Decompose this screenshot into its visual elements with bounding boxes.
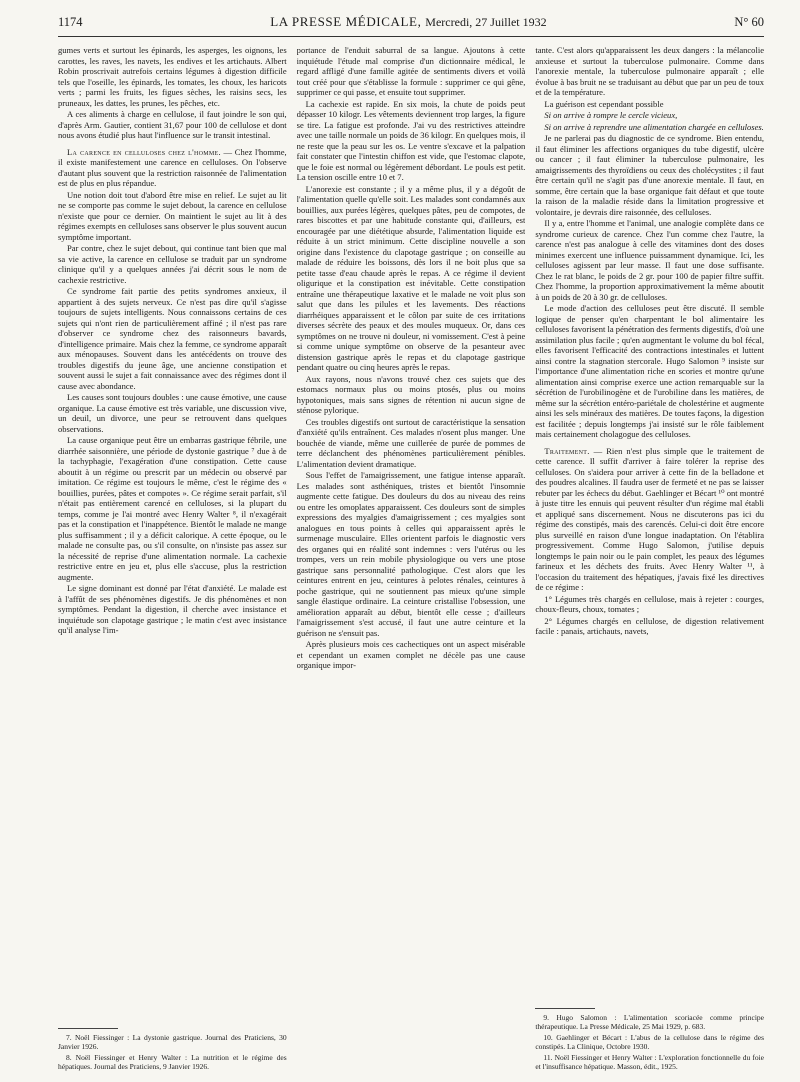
paragraph: Ce syndrome fait partie des petits syndromes anxieux, il appartient à des sujets nerveux. Ce n'est pas dire qu'il s'agisse toujours de sujets intelligents. Nous connaissons certains de ces sujets qui n'ont rien de particulièrement affiné ; il n'est pas rare d'observer ce syndrome chez des raisonneurs bavards, d'intelligence primaire. Mais chez la femme, ce syndrome apparaît aux ménopauses. Souvent dans les antécédents on trouve des troubles digestifs du jeune âge, une ancienne constipation et souvent aussi le sujet a fait connaissance avec des régimes dont il cause avec abondance. [58,286,287,391]
section-heading: La carence en celluloses chez l'homme. [67,146,221,157]
paragraph: A ces aliments à charge en cellulose, il faut joindre le son qui, d'après Arm. Gautier, contient 31,67 pour 100 de cellulose et dont nous avons étudié plus haut l'influence sur le transit intestinal. [58,109,287,140]
paragraph: Le signe dominant est donné par l'état d'anxiété. Le malade est à l'affût de ses phénomènes digestifs. Je dis phénomènes et non symptômes. Pendant la digestion, il cherche avec insistance et inquiétude son clapotage gastrique ; le matin c'est avec insistance qu'il analyse l'im- [58,583,287,635]
paragraph: Le mode d'action des celluloses peut être discuté. Il semble logique de penser qu'en charpentant le bol alimentaire les celluloses favorisent la pénétration des ferments digestifs, d'où une assimilation plus facile ; qu'en augmentant le volume du bol fécal, elles favorisent l'efficacité des contractions intestinales et luttent ainsi contre la stagnation stercorale. Hugo Salomon ⁹ insiste sur l'importance d'une alimentation riche en scories et montre qu'une alimentation ainsi comprise exerce une action remarquable sur la sécrétion de l'urobilinogène et de l'urobiline dans les matières, de même sur la sécrétion entéro-pariétale de cholestérine et augmente ainsi les sels minéraux des matières. De toutes façons, la digestion est facilitée ; depuis longtemps j'ai insisté sur le rôle faiblement mais certainement cholagogue des celluloses. [535,303,765,439]
column-1-text [58,45,287,637]
column-2 [297,45,526,1073]
column-3 [535,45,764,1073]
footnotes [535,1002,764,1073]
column-1 [58,45,287,1073]
footnote-rule [535,1008,595,1009]
footnote: 10. Gaehlinger et Bécart : L'abus de la cellulose dans le régime des constipés. La Clinique, Octobre 1930. [535,1033,765,1051]
paragraph: tante. C'est alors qu'apparaissent les deux dangers : la mélancolie anxieuse et surtout la tuberculose pulmonaire. Comme dans l'anorexie mentale, la tuberculose pulmonaire apparaît ; elle évolue à bas bruit ne se traduisant au début que par un peu de toux et de la température. [535,45,765,97]
footnote: 8. Noël Fiessinger et Henry Walter : La nutrition et le régime des hépatiques. Journal des Praticiens, 9 Janvier 1926. [58,1053,287,1071]
column-3-text [535,45,764,638]
paragraph: Aux rayons, nous n'avons trouvé chez ces sujets que des estomacs normaux plus ou moins ptosés, plus ou moins hypotoniques, mais sans signes de rétention ni aucun signe de sténose pylorique. [296,373,526,415]
paragraph: La cachexie est rapide. En six mois, la chute de poids peut dépasser 10 kilogr. Les vêtements deviennent trop larges, la figure se tire. La fatigue est profonde. J'ai vu des restrictives atteindre avec une taille normale un poids de 36 kilogr. En quelques mois, il ne reste que la peau sur les os. Le ventre s'excave et la palpation fait constater que l'intestin chiffon est vide, que l'estomac clapote, que le foie est normal ou légèrement débordant. Le pouls est petit. La tension oscille entre 10 et 7. [296,98,526,182]
paragraph: La cause organique peut être un embarras gastrique fébrile, une diarrhée saisonnière, une période de dystonie gastrique ⁷ due à de la tachyphagie, l'exagération d'une constipation. Cette cause aboutit à un régime ou prescrit par un médecin ou observé par imitation. Ce régime est toujours le même, c'est le régime des « bouillies, purées, pâtes et compotes ». Ce régime serait parfait, s'il n'était pas entièrement carencé en celluloses, si la plupart du temps, comme je l'ai montré avec Henry Walter ⁸, il n'exagérait pas et la constipation et l'inappétence. Bientôt le malade ne mange plus suffisamment ; il y a déficit calorique. A cette époque, ou le malade ne consulte pas, ou s'il consulte, on n'insiste pas assez sur la nécessité de reprise d'une alimentation normale. La cachexie restrictive entre en jeu et, plus elle s'accuse, plus la restriction augmente. [58,435,287,582]
paragraph: Il y a, entre l'homme et l'animal, une analogie complète dans ce syndrome curieux de carence. Chez l'un comme chez l'autre, la carence n'est pas analogue à celle des vitamines dont des doses minimes exercent une influence puissamment dynamique. Ici, les celluloses agissent par leur masse. Il faut une dose suffisante. Chez le rat blanc, le poids de 2 gr. pour 100 de papier filtre suffit. Chez l'homme, la proportion approximativement la même aboutit à un poids de 20 à 30 gr. de celluloses. [535,218,765,302]
section-paragraph [535,446,764,593]
running-title [270,14,546,30]
page-number: 1174 [58,15,83,29]
paragraph: Sous l'effet de l'amaigrissement, une fatigue intense apparaît. Les malades sont asthéniques, tristes et bientôt l'insomnie augmente cette fatigue. Des douleurs du dos au niveau des reins ou entre les omoplates apparaissent. Ces douleurs sont de simples expressions des myalgies d'amaigrissement ; ces myalgies sont analogues en tous points à celles qui apparaissent après le surmenage musculaire. Elles orientent parfois le diagnostic vers des organes qui en réalité sont indemnes : vers l'utérus ou les trompes, vers un rein mobile physiologique ou vers une ptose gastrique sans personnalité pathologique. C'est alors que les ceintures entrent en jeu, ceintures à pelotes rénales, ceintures à poche gastrique, qui ne soutiennent pas mieux qu'une simple sangle élastique ordinaire. La ceinture cristallise l'obsession, une amélioration apparaît au début, bientôt elle cesse ; d'ailleurs l'amaigrissement s'est accusé, il faut une autre ceinture et la guérison ne s'ensuit pas. [296,470,526,638]
paragraph: L'anorexie est constante ; il y a même plus, il y a dégoût de l'alimentation quelle qu'elle soit. Les malades sont condamnés aux bouillies, aux purées légères, quelques pâtes, peu de compotes, de rares biscottes et par une habitude constante qui, d'ailleurs, est encouragée par une diététique absurde, l'alimentation liquide est réduite à un strict minimum. Cette discipline nouvelle a son origine dans l'existence du clapotage gastrique ; on conseille au malade de réduire les boissons, dès lors il ne boit plus que sa petite tasse d'eau chaude après le repas. A ce régime il devient oligurique et la constipation est inévitable. Cette constipation entraîne une thérapeutique laxative et le malade ne voit plus son salut que dans les pilules et les lavements. Des réactions diarrhéiques apparaissent et le côlon par suite de ces irritations diverses sécrète des peaux et des moules muqueux. Or, dans ces symptômes on ne trouve ni douleur, ni vomissement. C'est à peine si comme unique symptôme on observe de la pesanteur avec distension gastrique après le repas et du clapotage gastrique pendant quatre ou cinq heures après le repas. [296,183,526,372]
paragraph: Si on arrive à rompre le cercle vicieux, [544,110,678,120]
paragraph: 1° Légumes très chargés en cellulose, mais à rejeter : courges, choux-fleurs, choux, tomates ; [535,593,765,614]
paragraph: Après plusieurs mois ces cachectiques ont un aspect misérable et cependant un examen complet ne décèle pas une cause organique impor- [296,639,526,670]
paragraph: Une notion doit tout d'abord être mise en relief. Le sujet au lit ne se comporte pas comme le sujet debout, la carence en cellulose n'existe que pour ce dernier. On maintient le sujet au lit à des régimes exempts en celluloses sans observer le plus souvent aucun symptôme important. [58,189,287,242]
column-2-text [297,45,526,672]
footnote: 7. Noël Fiessinger : La dystonie gastrique. Journal des Praticiens, 30 Janvier 1926. [58,1033,287,1051]
issue-date: Mercredi, 27 Juillet 1932 [425,15,547,29]
paragraph: La guérison est cependant possible [544,98,664,109]
issue-number: N° 60 [734,15,764,29]
paragraph: gumes verts et surtout les épinards, les asperges, les oignons, les carottes, les raves, les navets, les endives et les artichauts. Albert Robin proscrivait autrefois certains légumes à digestion difficile tels que l'oseille, les épinards, les tomates, les choux, les haricots verts ; parmi les fruits, les figues sèches, les raisins secs, les pruneaux, les dattes, les prunes, les pêches, etc. [58,45,287,108]
paragraph: portance de l'enduit saburral de sa langue. Ajoutons à cette inquiétude l'étude mal comprise d'un dictionnaire médical, le regard affligé d'une famille agitée de sentiments divers et voilà tout créé pour que s'établisse la formule : supprimer ce qui gêne, supprimer ce qui passe, et ensuite tout supprimer. [296,45,526,97]
paragraph: Ces troubles digestifs ont surtout de caractéristique la sensation d'anxiété qu'ils entraînent. Ces malades n'osent plus manger. Une bouchée de viande, même une cuillerée de purée de pommes de terre déclanchent des phénomènes particulièrement pénibles. L'alimentation devient dramatique. [296,416,526,469]
paragraph-text: — Chez l'homme, il existe manifestement une carence en celluloses. On l'observe d'autant plus souvent que la restriction raisonnée de l'alimentation est de plus en plus répandue. [58,146,287,188]
paragraph: Je ne parlerai pas du diagnostic de ce syndrome. Bien entendu, il faut éliminer les affections organiques du tube digestif, ulcère ou cancer ; il faut éliminer la tuberculose pulmonaire, les amaigrissements des thyroïdiens ou ceux des cholécystites ; il faut être certain qu'il ne s'agit pas d'une anorexie mentale. Il faut, en somme, être certain que la base organique fait défaut et que toute la raison de la maladie réside dans la limitation progressive et volontaire, je devrais dire raisonnée, des celluloses. [535,133,765,217]
paragraph: Si on arrive à reprendre une alimentation chargée en celluloses. [544,121,764,132]
paragraph-text: — Rien n'est plus simple que le traitement de cette carence. Il suffit d'arriver à faire tolérer la reprise des celluloses. On s'aidera pour arriver à cette fin de la belladone et des poudres alcalines. Il faudra user de fermeté et ne pas se laisser rebuter par les échecs du début. Gaehlinger et Bécart ¹⁰ ont montré à juste titre les ennuis qui peuvent résulter d'un régime mal établi et appliqué sans discernement. Nous ne discuterons pas ici du régime des constipés, mais des carencés. Celui-ci doit être encore plus surveillé en raison d'une longue inadaptation. On l'établira progressivement. Comme Hugo Salomon, j'utilise depuis longtemps le pain noir ou le pain complet, les peaux des légumes farineux et les déchets des fruits. Avec Henry Walter ¹¹, à l'occasion du traitement des hépatiques, j'avais fixé les directives de ce régime : [535,445,765,592]
journal-name: LA PRESSE MÉDICALE, [270,14,422,29]
page-header [58,14,764,37]
footnote: 11. Noël Fiessinger et Henry Walter : L'exploration fonctionnelle du foie et l'insuffisance hépatique. Masson, édit., 1925. [535,1053,765,1071]
footnote-rule [58,1028,118,1029]
article-columns [58,45,764,1073]
footnote: 9. Hugo Salomon : L'alimentation scoriacée comme principe thérapeutique. La Presse Médicale, 25 Mai 1929, p. 683. [535,1013,765,1031]
paragraph: Les causes sont toujours doubles : une cause émotive, une cause organique. La cause émotive est très variable, une discussion vive, un deuil, un divorce, une peur se retrouvent dans quelques observations. [58,392,287,434]
section-heading: Traitement. [544,445,590,456]
paragraph: 2° Légumes chargés en cellulose, de digestion relativement facile : panais, artichauts, navets, [535,615,765,636]
paragraph: Par contre, chez le sujet debout, qui continue tant bien que mal sa vie active, la carence en cellulose se traduit par un syndrome clinique qu'il y a quelques années j'ai décrit sous le nom de cachexie restrictive. [58,243,287,285]
footnotes [58,1022,287,1073]
section-paragraph [58,147,287,189]
